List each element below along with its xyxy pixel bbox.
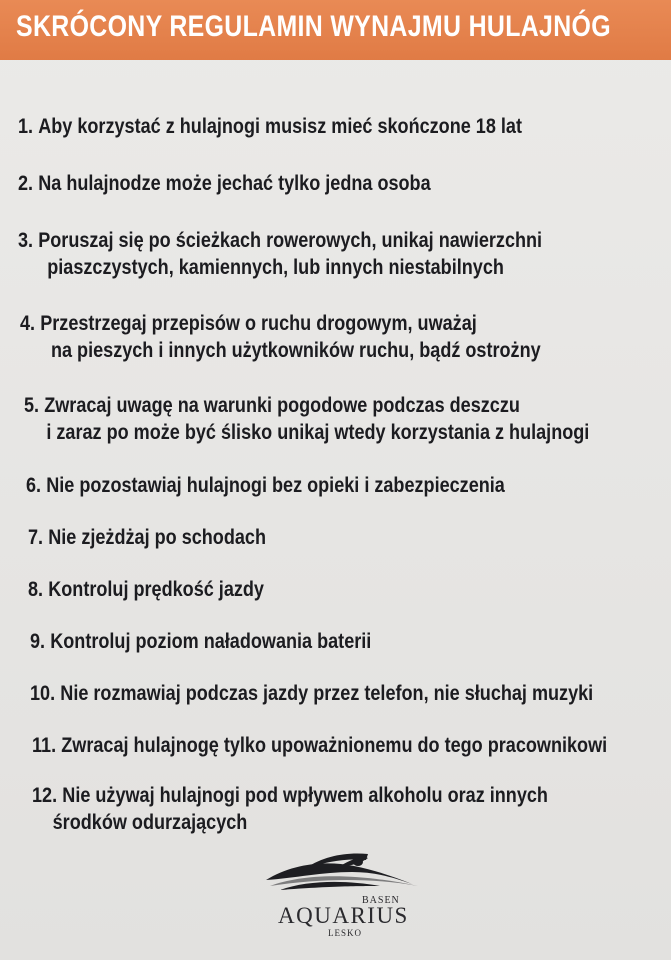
rule-item-1 (18, 113, 522, 140)
rule-number: 8. (28, 578, 44, 601)
rule-number: 6. (26, 474, 42, 497)
rule-text: Nie rozmawiaj podczas jazdy przez telefon, nie słuchaj muzyki (60, 682, 594, 705)
rule-text: Nie pozostawiaj hulajnogi bez opieki i zabezpieczenia (46, 474, 505, 497)
rule-text: Aby korzystać z hulajnogi musisz mieć skończone 18 lat (38, 115, 522, 138)
rule-number: 1. (18, 115, 34, 138)
rule-item-2 (18, 170, 431, 197)
rule-text: Poruszaj się po ścieżkach rowerowych, unikaj nawierzchni (38, 229, 543, 252)
logo-name-text: AQUARIUS (278, 903, 409, 928)
rule-text: Na hulajnodze może jechać tylko jedna osoba (38, 172, 431, 195)
rule-text-continued: piaszczystych, kamiennych, lub innych niestabilnych (47, 256, 504, 279)
rule-item-12 (32, 782, 548, 836)
rule-item-9 (30, 628, 371, 655)
logo-lesko-text: LESKO (328, 928, 362, 938)
rule-item-11 (32, 732, 607, 759)
rule-item-10 (30, 680, 593, 707)
rule-text: Zwracaj uwagę na warunki pogodowe podczas deszczu (44, 394, 520, 417)
page-title: SKRÓCONY REGULAMIN WYNAJMU HULAJNÓG (16, 10, 611, 43)
rule-item-7 (28, 524, 266, 551)
aquarius-logo (262, 846, 432, 946)
logo-basen-text: BASEN (362, 895, 400, 906)
rule-number: 4. (20, 312, 36, 335)
rule-text: Nie używaj hulajnogi pod wpływem alkoholu oraz innych (62, 784, 548, 807)
rule-text-continued: na pieszych i innych użytkowników ruchu, bądź ostrożny (50, 339, 541, 362)
rule-number: 5. (24, 394, 40, 417)
rule-number: 12. (32, 784, 58, 807)
rule-text: Przestrzegaj przepisów o ruchu drogowym, uważaj (40, 312, 477, 335)
rule-item-3 (18, 227, 542, 281)
rule-number: 7. (28, 526, 44, 549)
rule-text: Nie zjeżdżaj po schodach (48, 526, 267, 549)
swimmer-wave-icon (262, 846, 432, 906)
rule-number: 3. (18, 229, 34, 252)
title-banner (0, 0, 671, 60)
rule-text-continued: i zaraz po może być ślisko unikaj wtedy korzystania z hulajnogi (46, 421, 590, 444)
rule-item-5 (24, 392, 589, 446)
rule-number: 9. (30, 630, 46, 653)
rule-item-8 (28, 576, 264, 603)
rule-number: 10. (30, 682, 56, 705)
rule-number: 2. (18, 172, 34, 195)
rule-text-continued: środków odurzających (52, 811, 248, 834)
rule-text: Kontroluj prędkość jazdy (48, 578, 264, 601)
rule-item-4 (20, 310, 541, 364)
rule-item-6 (26, 472, 505, 499)
rule-text: Zwracaj hulajnogę tylko upoważnionemu do tego pracownikowi (61, 734, 608, 757)
rule-number: 11. (32, 734, 57, 757)
rule-text: Kontroluj poziom naładowania baterii (50, 630, 372, 653)
